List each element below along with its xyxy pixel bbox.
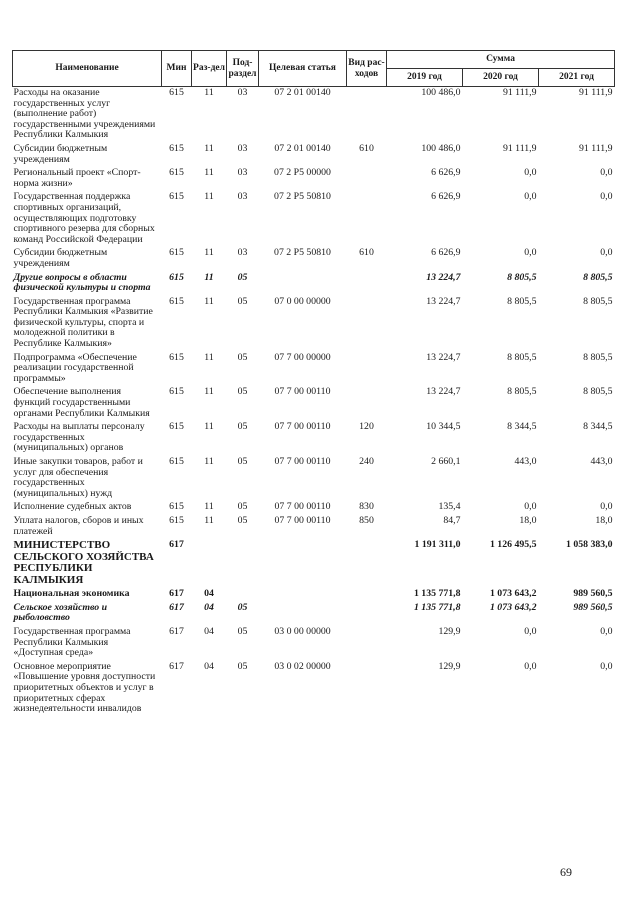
cell-podrazdel: 05 xyxy=(237,271,248,283)
col-header-target: Целевая статья xyxy=(259,51,347,87)
cell-2020: 0,0 xyxy=(524,660,537,672)
cell-min: 615 xyxy=(169,247,184,259)
cell-vid: 610 xyxy=(359,247,374,259)
cell-name: Государственная программа Республики Калмыкия «Развитие физической культуры, спорта и молодежной политики в Республике Калмыкия» xyxy=(13,295,153,350)
cell-name: Иные закупки товаров, работ и услуг для обеспечения государственных (муниципальных) нужд xyxy=(13,456,143,499)
cell-vid xyxy=(347,167,387,191)
cell-2021: 0,0 xyxy=(600,625,613,637)
cell-target xyxy=(259,588,347,602)
budget-document xyxy=(12,50,614,717)
table-row xyxy=(13,167,615,191)
cell-2019: 129,9 xyxy=(438,660,461,672)
cell-2021: 989 560,5 xyxy=(573,601,613,613)
col-header-2019: 2019 год xyxy=(387,69,463,87)
cell-target: 07 7 00 00110 xyxy=(274,386,331,398)
table-row xyxy=(13,87,615,143)
cell-target: 03 0 02 00000 xyxy=(274,660,331,672)
cell-vid xyxy=(347,588,387,602)
cell-2019: 129,9 xyxy=(438,625,461,637)
cell-min: 615 xyxy=(169,191,184,203)
cell-2020: 0,0 xyxy=(524,501,537,513)
cell-target: 07 2 01 00140 xyxy=(274,87,331,98)
cell-target xyxy=(259,539,347,588)
cell-podrazdel xyxy=(227,539,259,588)
cell-podrazdel: 05 xyxy=(237,660,248,672)
cell-2021: 8 805,5 xyxy=(583,271,613,283)
cell-target: 07 7 00 00110 xyxy=(274,421,331,433)
cell-2019: 6 626,9 xyxy=(431,191,461,203)
table-row xyxy=(13,143,615,167)
cell-vid xyxy=(347,602,387,626)
table-header xyxy=(13,51,615,87)
cell-name: Сельское хозяйство и рыболовство xyxy=(13,601,108,624)
cell-podrazdel: 03 xyxy=(237,247,248,259)
cell-min: 615 xyxy=(169,295,184,307)
cell-min: 617 xyxy=(169,625,184,637)
cell-min: 617 xyxy=(169,660,184,672)
cell-2020: 0,0 xyxy=(524,191,537,203)
cell-vid xyxy=(347,272,387,296)
cell-razdel: 04 xyxy=(204,660,214,672)
cell-podrazdel: 03 xyxy=(237,142,248,154)
cell-target: 07 7 00 00000 xyxy=(274,351,331,363)
cell-podrazdel: 03 xyxy=(237,87,248,98)
cell-target xyxy=(259,272,347,296)
cell-name: Расходы на оказание государственных услуг (выполнение работ) государственными учреждениями Республики Калмыкия xyxy=(13,87,156,141)
table-row xyxy=(13,352,615,387)
cell-min: 617 xyxy=(169,539,184,551)
cell-min: 615 xyxy=(169,271,184,283)
cell-2021: 91 111,9 xyxy=(578,142,613,154)
cell-2021: 0,0 xyxy=(600,191,613,203)
cell-vid xyxy=(347,386,387,421)
cell-2021: 0,0 xyxy=(600,501,613,513)
cell-target: 07 7 00 00110 xyxy=(274,501,331,513)
cell-min: 617 xyxy=(169,588,184,600)
cell-name: Субсидии бюджетным учреждениям xyxy=(13,247,108,269)
cell-vid xyxy=(347,539,387,588)
cell-2020: 443,0 xyxy=(514,456,537,467)
cell-min: 615 xyxy=(169,351,184,363)
cell-2019: 13 224,7 xyxy=(426,351,461,363)
cell-vid xyxy=(347,352,387,387)
cell-razdel: 11 xyxy=(204,351,214,363)
cell-razdel: 11 xyxy=(204,501,214,513)
col-header-2020: 2020 год xyxy=(463,69,539,87)
cell-2021: 443,0 xyxy=(590,456,613,467)
cell-2021: 8 805,5 xyxy=(583,295,613,307)
cell-podrazdel: 03 xyxy=(237,191,248,203)
cell-vid xyxy=(347,87,387,143)
cell-razdel: 11 xyxy=(204,271,214,283)
cell-name: Национальная экономика xyxy=(13,588,130,600)
table-row xyxy=(13,456,615,501)
col-header-razdel: Раз-дел xyxy=(192,51,227,87)
cell-vid xyxy=(347,661,387,717)
cell-2020: 8 805,5 xyxy=(507,295,537,307)
cell-vid xyxy=(347,626,387,661)
cell-2019: 135,4 xyxy=(438,501,461,513)
cell-2020: 8 805,5 xyxy=(507,351,537,363)
cell-razdel: 04 xyxy=(204,601,214,613)
cell-target: 07 7 00 00110 xyxy=(274,456,331,467)
cell-min: 617 xyxy=(169,601,184,613)
cell-min: 615 xyxy=(169,386,184,398)
cell-razdel: 11 xyxy=(204,386,214,398)
cell-podrazdel xyxy=(227,588,259,602)
table-row xyxy=(13,626,615,661)
col-header-2021: 2021 год xyxy=(539,69,615,87)
table-row xyxy=(13,421,615,456)
cell-2019: 84,7 xyxy=(443,514,461,526)
table-row xyxy=(13,588,615,602)
cell-podrazdel: 03 xyxy=(237,167,248,179)
cell-2019: 1 135 771,8 xyxy=(413,601,461,613)
cell-2021: 0,0 xyxy=(600,660,613,672)
table-row xyxy=(13,272,615,296)
cell-min: 615 xyxy=(169,87,184,98)
table-row xyxy=(13,501,615,515)
cell-podrazdel: 05 xyxy=(237,295,248,307)
cell-razdel: 11 xyxy=(204,247,214,259)
cell-name: Государственная поддержка спортивных организаций, осуществляющих подготовку спортивного резерва для сборных команд Российской Федерации xyxy=(13,191,155,245)
cell-vid: 240 xyxy=(359,456,374,467)
cell-target: 07 7 00 00110 xyxy=(274,514,331,526)
cell-podrazdel: 05 xyxy=(237,501,248,513)
cell-2019: 2 660,1 xyxy=(431,456,461,467)
cell-min: 615 xyxy=(169,514,184,526)
cell-razdel: 11 xyxy=(204,456,214,467)
cell-2020: 8 344,5 xyxy=(507,421,537,433)
cell-podrazdel: 05 xyxy=(237,386,248,398)
cell-2021: 8 805,5 xyxy=(583,351,613,363)
cell-min: 615 xyxy=(169,167,184,179)
cell-2019: 10 344,5 xyxy=(426,421,461,433)
cell-razdel: 11 xyxy=(204,191,214,203)
cell-2020: 1 073 643,2 xyxy=(489,601,537,613)
cell-podrazdel: 05 xyxy=(237,421,248,433)
cell-razdel: 11 xyxy=(204,142,214,154)
cell-2019: 1 135 771,8 xyxy=(413,588,461,600)
cell-2020: 0,0 xyxy=(524,247,537,259)
cell-razdel: 04 xyxy=(204,625,214,637)
cell-name: Исполнение судебных актов xyxy=(13,501,132,513)
cell-razdel: 11 xyxy=(204,514,214,526)
cell-podrazdel: 05 xyxy=(237,625,248,637)
cell-name: Государственная программа Республики Калмыкия «Доступная среда» xyxy=(13,625,131,659)
budget-table xyxy=(12,50,615,717)
cell-2019: 100 486,0 xyxy=(421,142,461,154)
cell-target: 03 0 00 00000 xyxy=(274,625,331,637)
table-row xyxy=(13,661,615,717)
table-row xyxy=(13,539,615,588)
cell-podrazdel: 05 xyxy=(237,351,248,363)
cell-2019: 13 224,7 xyxy=(426,295,461,307)
cell-razdel: 11 xyxy=(204,87,214,98)
cell-podrazdel: 05 xyxy=(237,514,248,526)
cell-2021: 989 560,5 xyxy=(573,588,613,600)
cell-target: 07 2 P5 00000 xyxy=(274,167,331,179)
cell-2020: 18,0 xyxy=(519,514,537,526)
cell-razdel xyxy=(192,539,227,588)
cell-target: 07 0 00 00000 xyxy=(274,295,331,307)
cell-2021: 0,0 xyxy=(600,167,613,179)
cell-2020: 0,0 xyxy=(524,625,537,637)
cell-2020: 0,0 xyxy=(524,167,537,179)
col-header-vid: Вид рас-ходов xyxy=(347,51,387,87)
cell-vid: 610 xyxy=(359,142,374,154)
table-row xyxy=(13,191,615,247)
cell-name: Субсидии бюджетным учреждениям xyxy=(13,142,108,165)
cell-2019: 6 626,9 xyxy=(431,167,461,179)
cell-min: 615 xyxy=(169,421,184,433)
cell-name: Основное мероприятие «Повышение уровня доступности приоритетных объектов и услуг в приоритетных сферах жизнедеятельности инвалидов xyxy=(13,660,156,715)
cell-vid xyxy=(347,296,387,352)
cell-name: МИНИСТЕРСТВО СЕЛЬСКОГО ХОЗЯЙСТВА РЕСПУБЛИКИ КАЛМЫКИЯ xyxy=(13,539,154,586)
cell-min: 615 xyxy=(169,456,184,467)
cell-name: Расходы на выплаты персоналу государственных (муниципальных) органов xyxy=(13,421,145,454)
col-header-sum: Сумма xyxy=(387,51,615,69)
cell-2019: 13 224,7 xyxy=(426,271,461,283)
col-header-name: Наименование xyxy=(13,51,162,87)
cell-2019: 13 224,7 xyxy=(426,386,461,398)
cell-name: Другие вопросы в области физической культуры и спорта xyxy=(13,271,151,294)
cell-target: 07 2 01 00140 xyxy=(274,142,331,154)
cell-2020: 91 111,9 xyxy=(502,87,537,98)
cell-min: 615 xyxy=(169,501,184,513)
cell-2021: 1 058 383,0 xyxy=(565,539,613,551)
cell-2019: 6 626,9 xyxy=(431,247,461,259)
cell-2019: 100 486,0 xyxy=(421,87,461,98)
cell-vid: 120 xyxy=(359,421,374,433)
cell-2021: 91 111,9 xyxy=(578,87,613,98)
table-row xyxy=(13,515,615,539)
cell-target: 07 2 P5 50810 xyxy=(274,191,331,203)
cell-vid: 830 xyxy=(359,501,374,513)
col-header-podrazdel: Под-раздел xyxy=(227,51,259,87)
cell-podrazdel: 05 xyxy=(237,456,248,467)
cell-2021: 18,0 xyxy=(595,514,613,526)
cell-razdel: 11 xyxy=(204,295,214,307)
cell-razdel: 11 xyxy=(204,421,214,433)
cell-name: Региональный проект «Спорт-норма жизни» xyxy=(13,167,141,189)
cell-2020: 1 073 643,2 xyxy=(489,588,537,600)
cell-min: 615 xyxy=(169,142,184,154)
cell-2020: 8 805,5 xyxy=(507,386,537,398)
table-row xyxy=(13,386,615,421)
cell-2019: 1 191 311,0 xyxy=(414,539,461,551)
cell-name: Подпрограмма «Обеспечение реализации государственной программы» xyxy=(13,351,137,384)
col-header-min: Мин xyxy=(162,51,192,87)
cell-2021: 8 805,5 xyxy=(583,386,613,398)
cell-podrazdel: 05 xyxy=(237,601,248,613)
cell-2020: 8 805,5 xyxy=(507,271,537,283)
cell-name: Уплата налогов, сборов и иных платежей xyxy=(13,514,144,537)
page-number: 69 xyxy=(560,865,572,879)
table-row xyxy=(13,247,615,271)
table-row xyxy=(13,602,615,626)
cell-razdel: 04 xyxy=(204,588,214,600)
cell-2021: 8 344,5 xyxy=(583,421,613,433)
cell-vid xyxy=(347,191,387,247)
table-row xyxy=(13,296,615,352)
cell-2020: 91 111,9 xyxy=(502,142,537,154)
cell-name: Обеспечение выполнения функций государственными органами Республики Калмыкия xyxy=(13,386,150,419)
cell-2020: 1 126 495,5 xyxy=(489,539,537,551)
cell-target xyxy=(259,602,347,626)
table-body xyxy=(13,87,615,717)
cell-target: 07 2 P5 50810 xyxy=(274,247,331,259)
cell-2021: 0,0 xyxy=(600,247,613,259)
cell-vid: 850 xyxy=(359,514,374,526)
cell-razdel: 11 xyxy=(204,167,214,179)
